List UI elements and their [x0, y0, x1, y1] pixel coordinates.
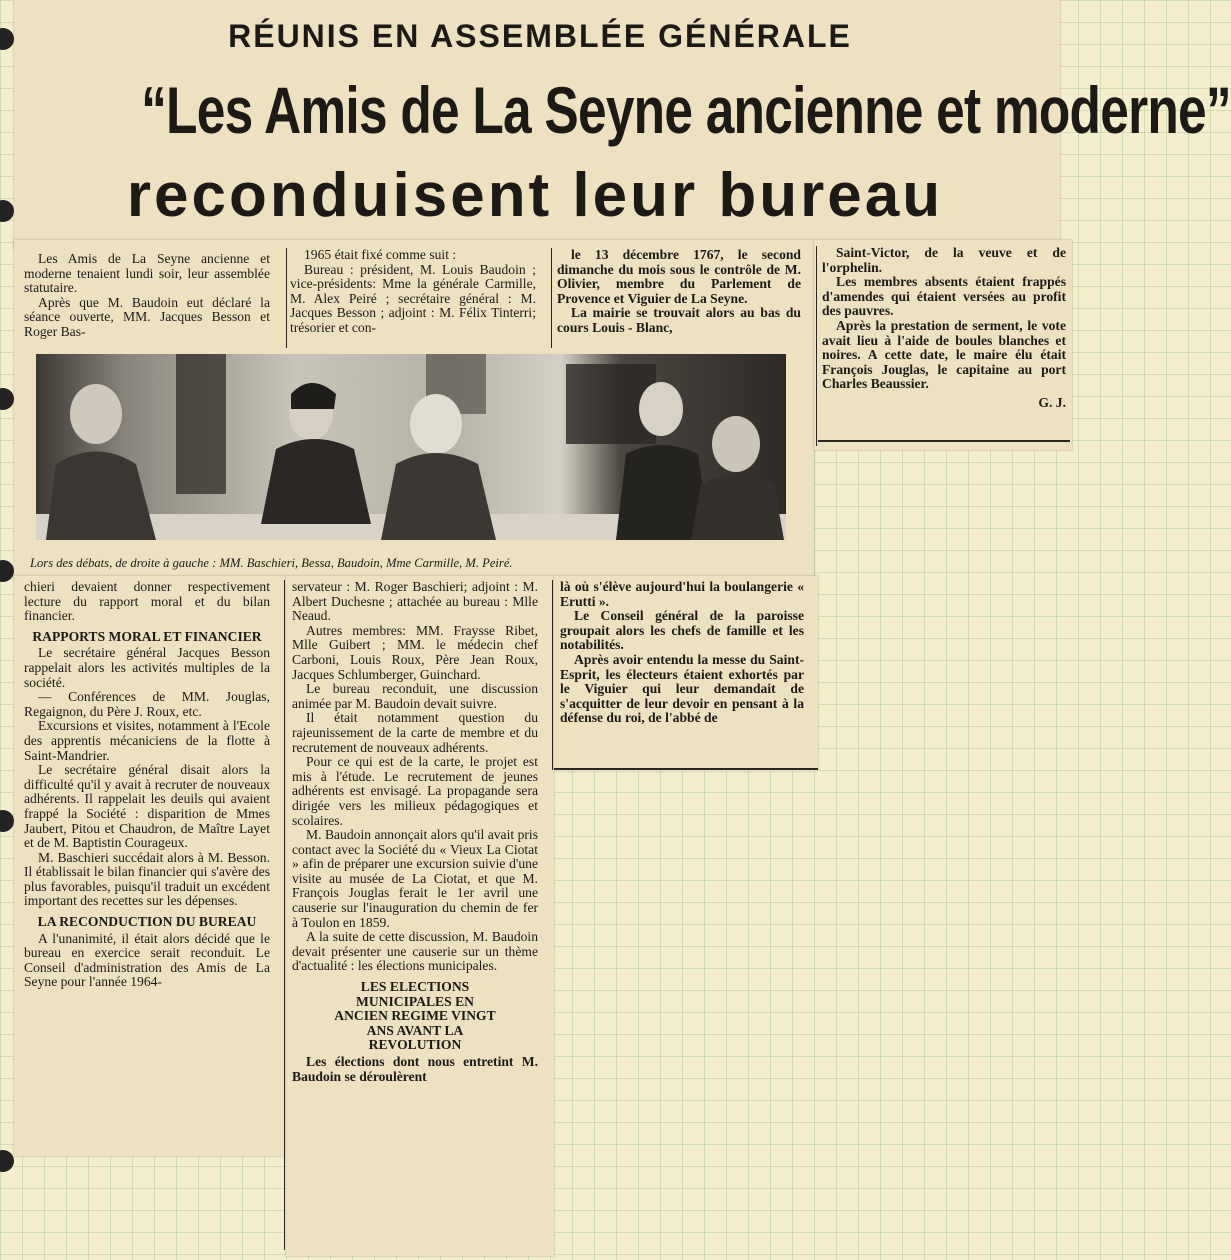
meeting-photo-illustration: [36, 354, 786, 540]
paragraph: là où s'élève aujourd'hui la boulangerie « Erutti ».: [560, 579, 804, 609]
binder-hole: [0, 28, 14, 50]
kicker-headline: RÉUNIS EN ASSEMBLÉE GÉNÉRALE: [228, 18, 852, 54]
section-heading: LA RECONDUCTION DU BUREAU: [37, 914, 257, 930]
paragraph: Le bureau reconduit, une discussion animée par M. Baudoin devait suivre.: [292, 681, 538, 711]
photo-caption: Lors des débats, de droite à gauche : MM. Baschieri, Bessa, Baudoin, Mme Carmille, M. Peiré.: [30, 556, 513, 570]
meeting-photo: [36, 354, 786, 540]
paragraph: A l'unanimité, il était alors décidé que le bureau en exercice serait reconduit. Le Conseil d'administration des Amis de La Seyne pour l'année 1964-: [24, 930, 270, 990]
paragraph: Le secrétaire général Jacques Besson rappelait alors les activités multiples de la société.: [24, 645, 270, 690]
section-heading: LES ELECTIONS MUNICIPALES EN ANCIEN REGIME VINGT ANS AVANT LA REVOLUTION: [334, 979, 496, 1053]
paragraph: Les élections dont nous entretint M. Baudoin se déroulèrent: [292, 1054, 538, 1084]
column-2-top: [290, 248, 536, 336]
column-rule: [551, 248, 552, 348]
column-4: [822, 246, 1066, 411]
column-rule: [552, 580, 553, 770]
binder-hole: [0, 1150, 14, 1172]
paragraph: Après avoir entendu la messe du Saint-Esprit, les électeurs étaient exhortés par le Viguier qui leur demandait de s'acquitter de leur devoir en pensant à la défense du roi, de l'abbé de: [560, 651, 804, 726]
column-end-rule: [818, 440, 1070, 442]
column-end-rule: [554, 768, 818, 770]
column-1-top: [24, 252, 270, 340]
column-rule: [816, 246, 817, 446]
sub-headline: reconduisent leur bureau: [126, 161, 944, 230]
paragraph: Le Conseil général de la paroisse groupait alors les chefs de famille et les notabilités.: [560, 608, 804, 653]
paragraph: Il était notamment question du rajeunissement de la carte de membre et du recrutement de nouveaux adhérents.: [292, 710, 538, 755]
column-2-bottom: [292, 580, 538, 1084]
paragraph: servateur : M. Roger Baschieri; adjoint : M. Albert Duchesne ; attachée au bureau : Mlle Neaud.: [292, 579, 538, 624]
paragraph: Le secrétaire général disait alors la difficulté qu'il y avait à recruter de nouveaux adhérents. Il rappelait les deuils qui avaient frappé la Société : disparition de Mmes Jaubert, Pitou et Chaudron, de Maître Layet et de M. Baptistin Courageux.: [24, 762, 270, 851]
paragraph: Après que M. Baudoin eut déclaré la séance ouverte, MM. Jacques Besson et Roger Bas-: [24, 294, 270, 339]
paragraph: Les membres absents étaient frappés d'amendes qui étaient versées au profit des pauvres.: [822, 274, 1066, 319]
paragraph: M. Baudoin annonçait alors qu'il avait pris contact avec la Société du « Vieux La Ciotat » afin de préparer une excursion suivie d'une visite au musée de La Ciotat, et que M. François Jouglas ferait le 1er avril une causerie sur l'inauguration du chemin de fer à Toulon en 1859.: [292, 827, 538, 930]
column-rule: [286, 248, 287, 348]
column-1-bottom: [24, 580, 270, 990]
paragraph: le 13 décembre 1767, le second dimanche du mois sous le contrôle de M. Olivier, membre du Parlement de Provence et Viguier de La Seyne.: [557, 247, 801, 306]
paragraph: 1965 était fixé comme suit :: [304, 247, 457, 262]
paragraph: A la suite de cette discussion, M. Baudoin devait présenter une causerie sur un thème d'actualité : les élections municipales.: [292, 929, 538, 974]
paragraph: Les Amis de La Seyne ancienne et moderne tenaient lundi soir, leur assemblée statutaire.: [24, 251, 270, 296]
binder-hole: [0, 388, 14, 410]
column-rule: [284, 580, 285, 1250]
paragraph: Après la prestation de serment, le vote avait lieu à l'aide de boules blanches et noires. A cette date, le maire élu était François Jouglas, le capitaine au port Charles Beaussier.: [822, 317, 1066, 392]
binder-hole: [0, 560, 14, 582]
main-headline: “Les Amis de La Seyne ancienne et moderne”: [141, 73, 1231, 147]
author-signature: G. J.: [1038, 394, 1066, 410]
binder-hole: [0, 200, 14, 222]
column-3-top: [557, 248, 801, 336]
binder-hole: [0, 810, 14, 832]
paragraph: Autres membres: MM. Fraysse Ribet, Mlle Guibert ; MM. le médecin chef Carboni, Louis Roux, Père Jean Roux, Jacques Schlumberger, Guinchard.: [292, 622, 538, 682]
paragraph: Saint-Victor, de la veuve et de l'orphelin.: [822, 245, 1066, 275]
paragraph: Excursions et visites, notamment à l'Ecole des apprentis mécaniciens de la flotte à Saint-Mandrier.: [24, 718, 270, 763]
paragraph: Bureau : président, M. Louis Baudoin ; vice-présidents: Mme la générale Carmille, M. Alex Peiré ; secrétaire général : M. Jacques Besson ; adjoint : M. Félix Tinterri; trésorier et con-: [290, 261, 536, 335]
paragraph: chieri devaient donner respectivement lecture du rapport moral et du bilan financier.: [24, 579, 270, 624]
paragraph: Pour ce qui est de la carte, le projet est mis à l'étude. Le recrutement de jeunes adhérents est envisagé. La propagande sera dirigée vers les milieux pédagogiques et scolaires.: [292, 754, 538, 828]
paragraph: M. Baschieri succédait alors à M. Besson. Il établissait le bilan financier qui s'avère des plus favorables, puisqu'il traduit un excédent important des recettes sur les dépenses.: [24, 849, 270, 909]
paragraph: — Conférences de MM. Jouglas, Regaignon, du Père J. Roux, etc.: [24, 689, 270, 719]
column-3-bottom: [560, 580, 804, 726]
paragraph: La mairie se trouvait alors au bas du cours Louis - Blanc,: [557, 305, 801, 335]
section-heading: RAPPORTS MORAL ET FINANCIER: [32, 628, 262, 644]
